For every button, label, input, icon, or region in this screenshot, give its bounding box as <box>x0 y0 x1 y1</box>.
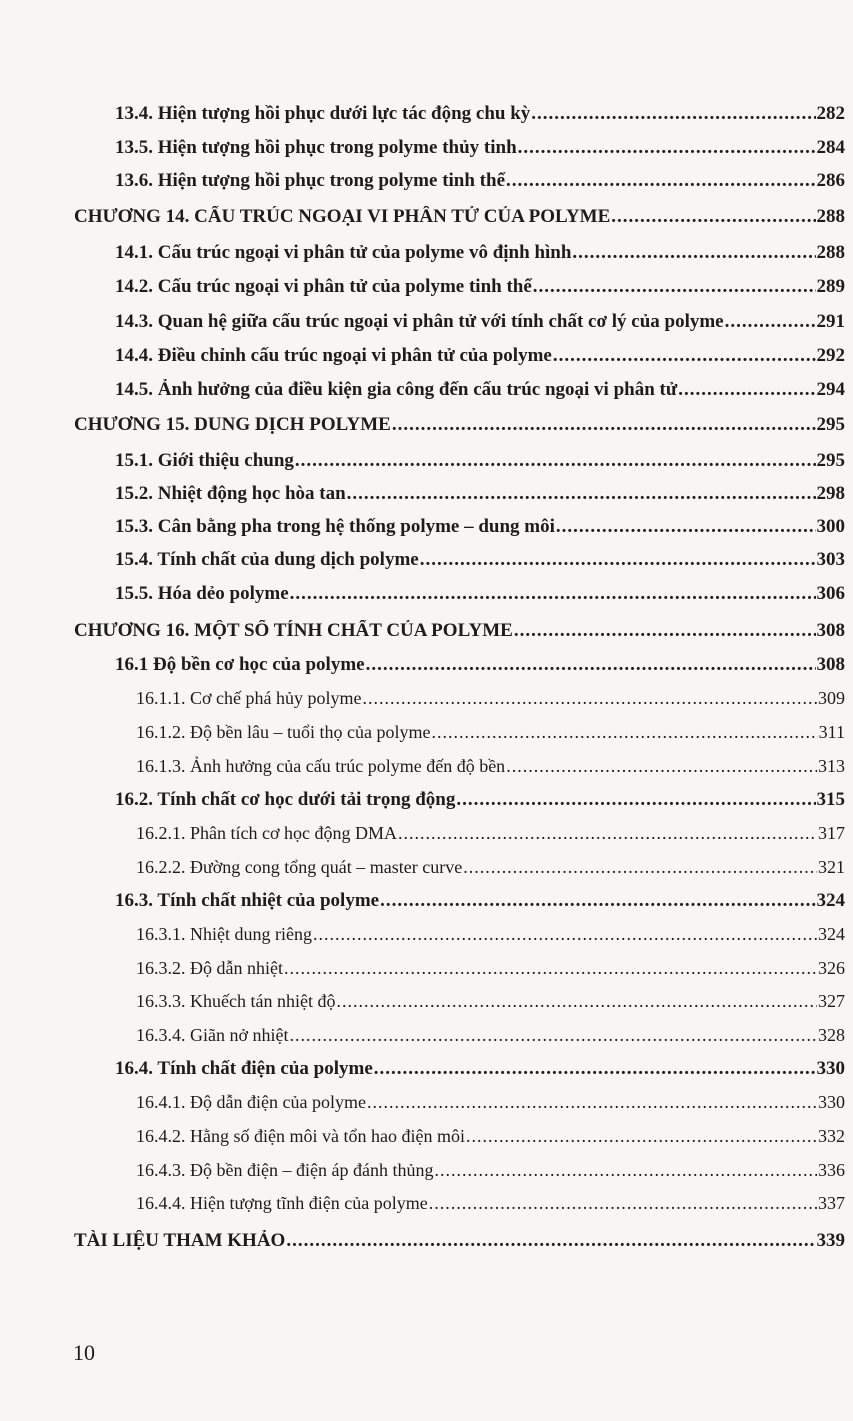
toc-entry[interactable] <box>115 345 845 367</box>
toc-subentry[interactable] <box>136 1025 845 1046</box>
toc-entry-title: 16.3.3. Khuếch tán nhiệt độ <box>136 991 336 1011</box>
toc-entry-title: 13.5. Hiện tượng hồi phục trong polyme thủy tinh <box>115 137 517 158</box>
dot-leader <box>463 857 817 878</box>
toc-entry[interactable] <box>115 311 845 333</box>
toc-subentry[interactable] <box>136 924 845 945</box>
toc-entry[interactable] <box>115 789 845 811</box>
dot-leader <box>456 789 815 811</box>
toc-entry[interactable] <box>115 450 845 472</box>
toc-entry-title: 14.2. Cấu trúc ngoại vi phân tử của polyme tinh thể <box>115 276 532 297</box>
toc-entry-page: 284 <box>816 137 845 158</box>
toc-subentry[interactable] <box>136 688 845 709</box>
toc-entry-title: CHƯƠNG 14. CẤU TRÚC NGOẠI VI PHÂN TỬ CỦA POLYME <box>74 206 611 227</box>
toc-entry-title: 14.4. Điều chỉnh cấu trúc ngoại vi phân tử của polyme <box>115 345 552 366</box>
toc-chapter[interactable] <box>74 206 845 228</box>
toc-entry-title: 14.3. Quan hệ giữa cấu trúc ngoại vi phân tử với tính chất cơ lý của polyme <box>115 311 724 332</box>
toc-entry-title: CHƯƠNG 16. MỘT SỐ TÍNH CHẤT CỦA POLYME <box>74 620 513 641</box>
toc-subentry[interactable] <box>136 1092 845 1113</box>
toc-entry-title: 16.2.1. Phân tích cơ học động DMA <box>136 823 397 843</box>
toc-entry-title: 16.3.4. Giãn nở nhiệt <box>136 1025 289 1045</box>
toc-entry-title: 15.1. Giới thiệu chung <box>115 450 294 471</box>
toc-entry[interactable] <box>115 137 845 159</box>
toc-entry-title: 14.5. Ảnh hưởng của điều kiện gia công đến cấu trúc ngoại vi phân tử <box>115 379 678 400</box>
toc-entry-title: CHƯƠNG 15. DUNG DỊCH POLYME <box>74 414 391 435</box>
dot-leader <box>518 137 816 159</box>
toc-entry-page: 308 <box>816 620 845 641</box>
toc-entry-title: 15.2. Nhiệt động học hòa tan <box>115 483 346 504</box>
dot-leader <box>572 242 815 264</box>
toc-entry-page: 317 <box>818 823 845 843</box>
toc-entry-page: 282 <box>816 103 845 124</box>
toc-entry[interactable] <box>115 170 845 192</box>
dot-leader <box>313 924 817 945</box>
toc-entry[interactable] <box>115 242 845 264</box>
toc-entry-page: 330 <box>818 1092 845 1112</box>
toc-references[interactable] <box>74 1230 845 1252</box>
toc-entry-title: 13.4. Hiện tượng hồi phục dưới lực tác động chu kỳ <box>115 103 531 124</box>
toc-entry[interactable] <box>115 890 845 912</box>
dot-leader <box>420 549 816 571</box>
toc-entry-title: 16.4.3. Độ bền điện – điện áp đánh thủng <box>136 1160 434 1180</box>
toc-entry-page: 306 <box>816 583 845 604</box>
dot-leader <box>611 206 815 228</box>
toc-entry[interactable] <box>115 276 845 298</box>
toc-entry-page: 313 <box>818 756 845 776</box>
dot-leader <box>347 483 816 505</box>
dot-leader <box>290 583 816 605</box>
toc-entry[interactable] <box>115 1058 845 1080</box>
dot-leader <box>431 722 817 743</box>
toc-entry-page: 303 <box>816 549 845 570</box>
dot-leader <box>392 414 816 436</box>
toc-entry[interactable] <box>115 379 845 401</box>
toc-entry-page: 292 <box>816 345 845 366</box>
toc-entry-title: 14.1. Cấu trúc ngoại vi phân tử của polyme vô định hình <box>115 242 572 263</box>
toc-entry-page: 288 <box>816 242 845 263</box>
toc-entry-page: 311 <box>818 722 845 742</box>
dot-leader <box>556 516 816 538</box>
dot-leader <box>506 170 815 192</box>
toc-entry-page: 294 <box>816 379 845 400</box>
toc-entry-title: 16.4.4. Hiện tượng tĩnh điện của polyme <box>136 1193 428 1213</box>
toc-subentry[interactable] <box>136 991 845 1012</box>
toc-entry-title: 16.1.2. Độ bền lâu – tuổi thọ của polyme <box>136 722 431 742</box>
toc-subentry[interactable] <box>136 1193 845 1214</box>
toc-entry-title: 15.5. Hóa dẻo polyme <box>115 583 289 604</box>
toc-entry[interactable] <box>115 549 845 571</box>
toc-subentry[interactable] <box>136 722 845 743</box>
toc-subentry[interactable] <box>136 1126 845 1147</box>
dot-leader <box>290 1025 818 1046</box>
toc-subentry[interactable] <box>136 756 845 777</box>
toc-entry-title: TÀI LIỆU THAM KHẢO <box>74 1230 286 1251</box>
dot-leader <box>336 991 817 1012</box>
dot-leader <box>553 345 816 367</box>
toc-entry-title: 16.3. Tính chất nhiệt của polyme <box>115 890 380 911</box>
toc-entry-page: 332 <box>818 1126 845 1146</box>
toc-entry-page: 295 <box>816 450 845 471</box>
dot-leader <box>367 1092 817 1113</box>
toc-entry[interactable] <box>115 654 845 676</box>
dot-leader <box>533 276 816 298</box>
toc-entry-page: 298 <box>816 483 845 504</box>
toc-entry-page: 339 <box>816 1230 845 1251</box>
toc-entry-page: 324 <box>818 924 845 944</box>
dot-leader <box>514 620 816 642</box>
dot-leader <box>466 1126 817 1147</box>
dot-leader <box>678 379 815 401</box>
toc-entry-page: 327 <box>818 991 845 1011</box>
toc-chapter[interactable] <box>74 414 845 436</box>
dot-leader <box>366 654 816 676</box>
dot-leader <box>506 756 817 777</box>
toc-entry-page: 330 <box>816 1058 845 1079</box>
toc-entry-page: 337 <box>818 1193 845 1213</box>
toc-subentry[interactable] <box>136 857 845 878</box>
dot-leader <box>362 688 817 709</box>
dot-leader <box>398 823 817 844</box>
dot-leader <box>374 1058 816 1080</box>
toc-entry-page: 289 <box>816 276 845 297</box>
toc-entry-page: 336 <box>818 1160 845 1180</box>
toc-entry-page: 295 <box>816 414 845 435</box>
toc-chapter[interactable] <box>74 620 845 642</box>
toc-subentry[interactable] <box>136 958 845 979</box>
page-number: 10 <box>73 1340 95 1365</box>
toc-entry-page: 321 <box>818 857 845 877</box>
dot-leader <box>429 1193 817 1214</box>
toc-entry-page: 286 <box>816 170 845 191</box>
toc-entry[interactable] <box>115 583 845 605</box>
toc-entry-title: 16.2. Tính chất cơ học dưới tải trọng động <box>115 789 456 810</box>
toc-entry[interactable] <box>115 516 845 538</box>
toc-entry-page: 324 <box>816 890 845 911</box>
toc-entry-title: 16.3.2. Độ dẫn nhiệt <box>136 958 283 978</box>
dot-leader <box>380 890 815 912</box>
toc-entry-title: 15.3. Cân bằng pha trong hệ thống polyme – dung môi <box>115 516 555 537</box>
dot-leader <box>295 450 816 472</box>
toc-entry-title: 16.1.1. Cơ chế phá hủy polyme <box>136 688 362 708</box>
toc-entry-title: 13.6. Hiện tượng hồi phục trong polyme tinh thể <box>115 170 506 191</box>
dot-leader <box>434 1160 817 1181</box>
toc-entry[interactable] <box>115 483 845 505</box>
toc-entry-title: 16.4.1. Độ dẫn điện của polyme <box>136 1092 366 1112</box>
toc-entry-title: 16.2.2. Đường cong tổng quát – master curve <box>136 857 463 877</box>
toc-entry-title: 16.4. Tính chất điện của polyme <box>115 1058 373 1079</box>
dot-leader <box>284 958 817 979</box>
toc-entry-page: 315 <box>816 789 845 810</box>
toc-subentry[interactable] <box>136 823 845 844</box>
toc-entry-page: 308 <box>816 654 845 675</box>
toc-entry-title: 16.4.2. Hằng số điện môi và tổn hao điện môi <box>136 1126 465 1146</box>
dot-leader <box>531 103 815 125</box>
dot-leader <box>286 1230 815 1252</box>
toc-subentry[interactable] <box>136 1160 845 1181</box>
toc-entry-title: 16.3.1. Nhiệt dung riêng <box>136 924 312 944</box>
toc-entry-page: 328 <box>818 1025 845 1045</box>
toc-entry-page: 288 <box>816 206 845 227</box>
toc-entry-page: 291 <box>816 311 845 332</box>
toc-entry-title: 15.4. Tính chất của dung dịch polyme <box>115 549 419 570</box>
toc-entry-page: 300 <box>816 516 845 537</box>
toc-entry-page: 326 <box>818 958 845 978</box>
toc-entry[interactable] <box>115 103 845 125</box>
toc-entry-page: 309 <box>818 688 845 708</box>
dot-leader <box>725 311 816 333</box>
toc-entry-title: 16.1 Độ bền cơ học của polyme <box>115 654 365 675</box>
toc-entry-title: 16.1.3. Ảnh hưởng của cấu trúc polyme đến độ bền <box>136 756 506 776</box>
